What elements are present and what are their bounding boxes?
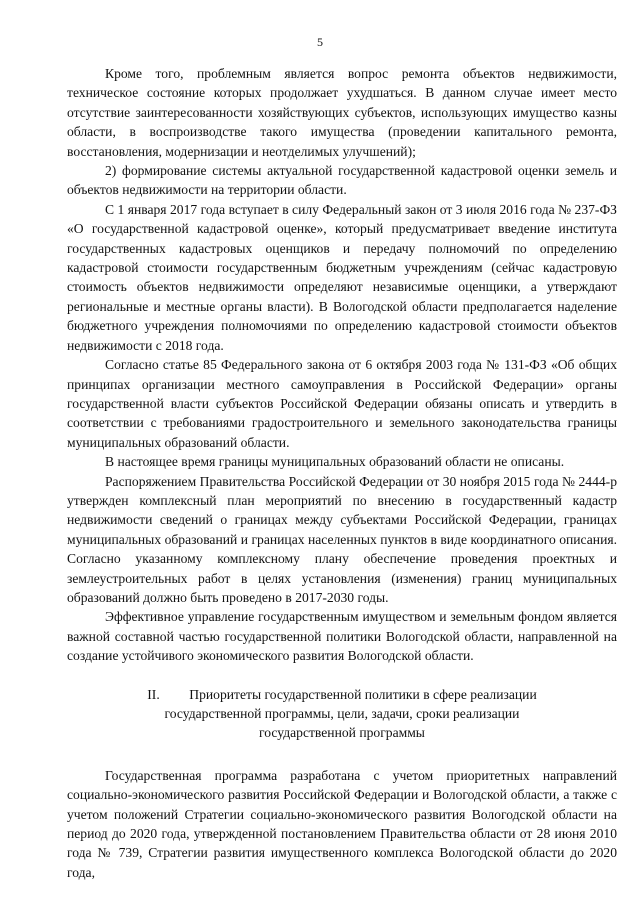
section-heading-line-1: Приоритеты государственной политики в сфере реализации <box>189 686 537 702</box>
paragraph-effective-management: Эффективное управление государственным имуществом и земельным фондом является важной составной частью государственной политики Вологодской области, направленной на создание устойчивого экономического развития Вологодской области. <box>67 609 617 664</box>
paragraph-repair-issue: Кроме того, проблемным является вопрос ремонта объектов недвижимости, техническое состояние которых продолжает ухудшаться. В данном случае имеет место отсутствие заинтересованности хозяйствующих субъектов, использующих имущество казны области, в воспроизводстве такого имущества (проведении капитального ремонта, восстановления, модернизации и неотделимых улучшений); <box>67 66 617 159</box>
section-heading <box>67 685 617 743</box>
paragraph-boundaries-status: В настоящее время границы муниципальных образований области не описаны. <box>105 454 565 470</box>
section-heading-line-2: государственной программы, цели, задачи, сроки реализации <box>164 706 520 721</box>
section-heading-line-3: государственной программы <box>259 725 425 741</box>
document-body <box>67 64 617 882</box>
section-number: II. <box>147 686 160 702</box>
page-number: 5 <box>317 35 323 49</box>
paragraph-federal-law-131: Согласно статье 85 Федерального закона от 6 октября 2003 года № 131-ФЗ «Об общих принципах организации местного самоуправления в Российской Федерации» органы государственной власти субъектов Российской Федерации обязаны описать и утвердить в соответствии с требованиями градостроительного и земельного законодательства границы муниципальных образований области. <box>67 357 617 450</box>
paragraph-cadastral-system: 2) формирование системы актуальной государственной кадастровой оценки земель и объектов недвижимости на территории области. <box>67 163 617 198</box>
paragraph-program-basis: Государственная программа разработана с учетом приоритетных направлений социально-экономического развития Российской Федерации и Вологодской области, а также с учетом положений Стратегии социально-экономического развития Вологодской области на период до 2020 года, утвержденной постановлением Правительства области от 28 июня 2010 года № 739, Стратегии развития имущественного комплекса Вологодской области до 2020 года, <box>67 767 617 880</box>
paragraph-government-order: Распоряжением Правительства Российской Федерации от 30 ноября 2015 года № 2444-р утвержден комплексный план мероприятий по внесению в государственный кадастр недвижимости сведений о границах между субъектами Российской Федерации, границах муниципальных образований и границах населенных пунктов в виде координатного описания. Согласно указанному комплексному плану обеспечение проведения проектных и землеустроительных работ в целях установления (изменения) границ муниципальных образований должно быть проведено в 2017-2030 годы. <box>67 473 617 605</box>
paragraph-federal-law-237: С 1 января 2017 года вступает в силу Федеральный закон от 3 июля 2016 года № 237-ФЗ «О государственной кадастровой оценке», который предусматривает введение института государственных кадастровых оценщиков и передачу полномочий по определению кадастровой стоимости государственным бюджетным учреждениям (сейчас кадастровую стоимость объектов недвижимости определяют независимые оценщики, а утверждают региональные и местные органы власти). В Вологодской области предполагается наделение бюджетного учреждения полномочиями по определению кадастровой стоимости объектов недвижимости с 2018 года. <box>67 201 617 353</box>
